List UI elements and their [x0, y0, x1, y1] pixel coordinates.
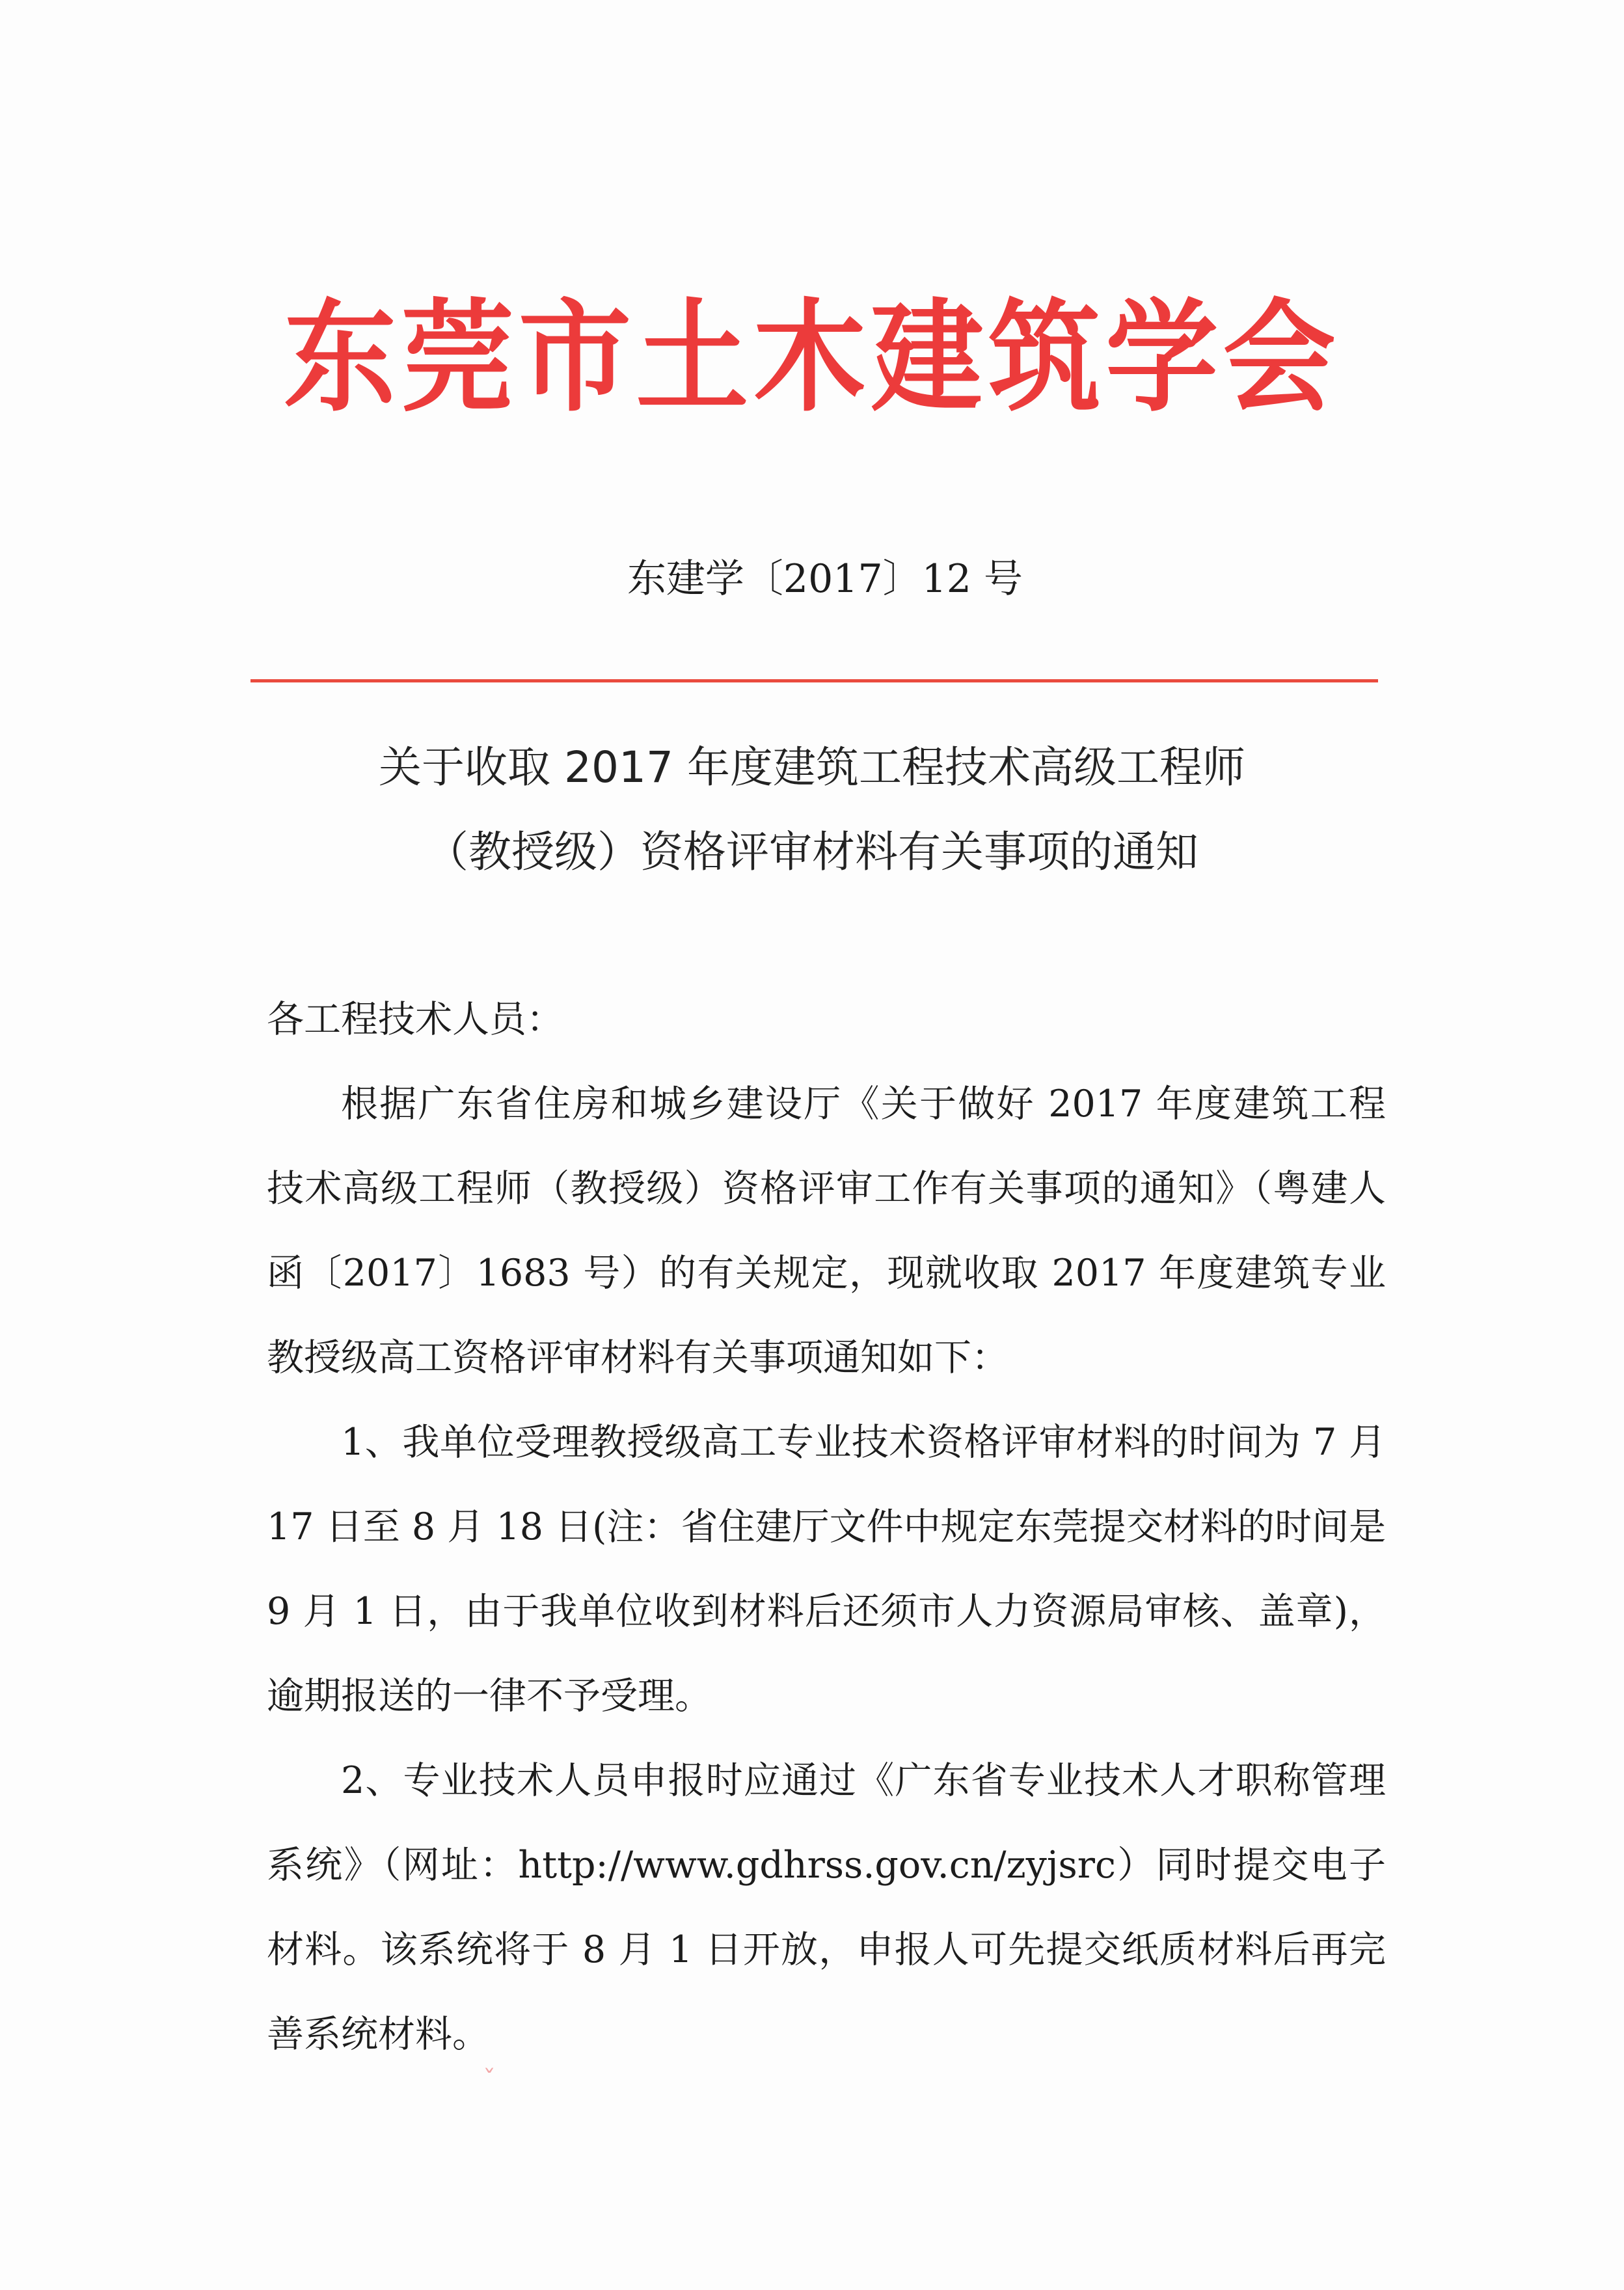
paragraph-item-2: 2、专业技术人员申报时应通过《广东省专业技术人才职称管理系统》（网址：http://www.gdhrss.gov.cn/zyjsrc）同时提交电子材料。该系统将于 8 月 1 日开放，申报人可先提交纸质材料后再完善系统材料。: [267, 1759, 1386, 2056]
salutation: 各工程技术人员：: [267, 998, 563, 1041]
notice-body: [267, 977, 1386, 2077]
notice-title: [0, 725, 1624, 895]
notice-title-line-2: （教授级）资格评审材料有关事项的通知: [426, 827, 1198, 877]
document-number: 东建学〔2017〕12 号: [627, 556, 1023, 602]
organization-header: 东莞市土木建筑学会: [284, 287, 1341, 428]
faint-ink-mark: ˇ: [483, 2066, 496, 2095]
paragraph-item-1: 1、我单位受理教授级高工专业技术资格评审材料的时间为 7 月 17 日至 8 月 18 日(注：省住建厅文件中规定东莞提交材料的时间是 9 月 1 日，由于我单位收到材料后还须市人力资源局审核、盖章)，逾期报送的一律不予受理。: [267, 1421, 1386, 1717]
red-divider-line: [250, 679, 1378, 682]
notice-title-line-1: 关于收取 2017 年度建筑工程技术高级工程师: [379, 742, 1245, 792]
paragraph-intro: 根据广东省住房和城乡建设厅《关于做好 2017 年度建筑工程技术高级工程师（教授级）资格评审工作有关事项的通知》（粤建人函〔2017〕1683 号）的有关规定，现就收取 2017 年度建筑专业教授级高工资格评审材料有关事项通知如下：: [267, 1083, 1386, 1379]
